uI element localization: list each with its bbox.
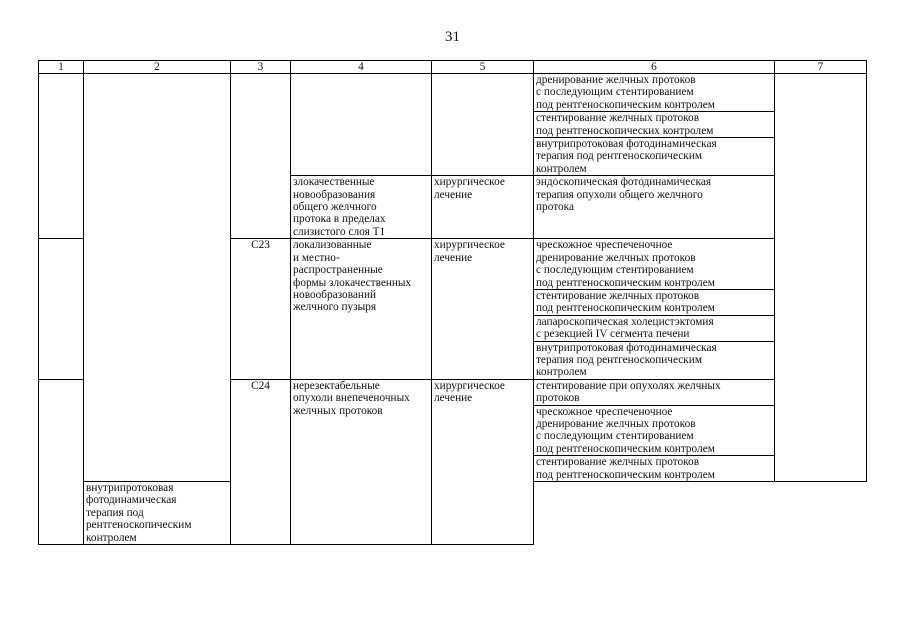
icd-code-cell — [231, 74, 291, 239]
diagnosis-cell — [291, 74, 432, 176]
method-cell: стентирование при опухолях желчных протоков — [534, 379, 775, 405]
method-cell: внутрипротоковая фотодинамическая терапия под рентгеноскопическим контролем — [534, 341, 775, 379]
page-number: 31 — [445, 29, 460, 45]
treatment-type-cell: хирургическое лечение — [432, 239, 534, 379]
method-cell: внутрипротоковая фотодинамическая терапия под рентгеноскопическим контролем — [84, 482, 231, 545]
number-cell — [39, 239, 84, 379]
method-cell: лапароскопическая холецистэктомия с резекцией IV сегмента печени — [534, 315, 775, 341]
method-cell: внутрипротоковая фотодинамическая терапия под рентгеноскопическим контролем — [534, 138, 775, 176]
column-header: 1 — [39, 61, 84, 74]
icd-code-cell: C23 — [231, 239, 291, 379]
profile-cell — [84, 74, 231, 482]
column-header: 3 — [231, 61, 291, 74]
medical-care-table — [38, 60, 867, 545]
method-cell: стентирование желчных протоков под рентгеноскопическим контролем — [534, 456, 775, 482]
number-cell — [39, 74, 84, 239]
method-cell: стентирование желчных протоков под рентгеноскопических контролем — [534, 112, 775, 138]
column-header: 7 — [775, 61, 867, 74]
icd-code-cell: C24 — [231, 379, 291, 544]
treatment-type-cell: хирургическое лечение — [432, 379, 534, 544]
column-header: 4 — [291, 61, 432, 74]
diagnosis-cell: локализованные и местно- распространенные формы злокачественных новообразований желчного пузыря — [291, 239, 432, 379]
table-row — [39, 74, 867, 112]
column-number-row — [39, 61, 867, 74]
norm-cell — [775, 74, 867, 482]
number-cell — [39, 379, 84, 544]
column-header: 6 — [534, 61, 775, 74]
method-cell: чрескожное чреспеченочное дренирование желчных протоков с последующим стентированием под рентгеноскопическим контролем — [534, 405, 775, 456]
treatment-type-cell — [432, 74, 534, 176]
method-cell: дренирование желчных протоков с последующим стентированием под рентгеноскопическим контролем — [534, 74, 775, 112]
method-cell: эндоскопическая фотодинамическая терапия опухоли общего желчного протока — [534, 176, 775, 239]
diagnosis-cell: злокачественные новообразования общего желчного протока в пределах слизистого слоя T1 — [291, 176, 432, 239]
column-header: 5 — [432, 61, 534, 74]
method-cell: стентирование желчных протоков под рентгеноскопическим контролем — [534, 289, 775, 315]
method-cell: чрескожное чреспеченочное дренирование желчных протоков с последующим стентированием под рентгеноскопическим контролем — [534, 239, 775, 290]
column-header: 2 — [84, 61, 231, 74]
diagnosis-cell: нерезектабельные опухоли внепеченочных желчных протоков — [291, 379, 432, 544]
treatment-type-cell: хирургическое лечение — [432, 176, 534, 239]
